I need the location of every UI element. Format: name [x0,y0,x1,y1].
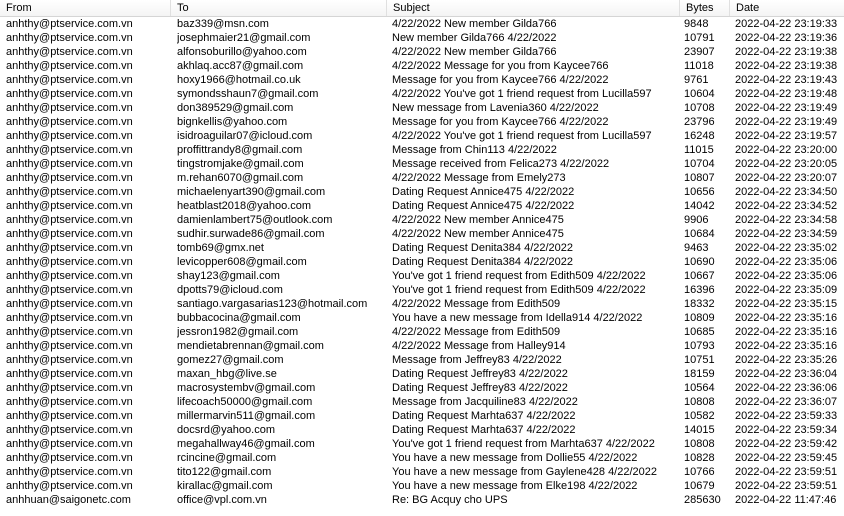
cell-from: anhthy@ptservice.com.vn [6,130,133,142]
cell-date: 2022-04-22 23:59:42 [735,438,838,450]
cell-date: 2022-04-22 23:59:33 [735,410,838,422]
cell-date: 2022-04-22 23:35:15 [735,298,838,310]
cell-date: 2022-04-22 23:20:00 [735,144,838,156]
cell-bytes: 285630 [684,494,721,506]
cell-date: 2022-04-22 23:19:38 [735,46,838,58]
cell-subject: 4/22/2022 New member Gilda766 [392,46,557,58]
cell-date: 2022-04-22 23:20:07 [735,172,838,184]
cell-bytes: 10667 [684,270,715,282]
cell-bytes: 10809 [684,312,715,324]
cell-from: anhthy@ptservice.com.vn [6,354,133,366]
table-row[interactable] [0,199,844,213]
cell-to: levicopper608@gmail.com [177,256,307,268]
table-row[interactable] [0,101,844,115]
table-row[interactable] [0,283,844,297]
cell-subject: 4/22/2022 New member Gilda766 [392,18,557,30]
cell-subject: You've got 1 friend request from Edith509 4/22/2022 [392,270,646,282]
cell-from: anhthy@ptservice.com.vn [6,18,133,30]
cell-bytes: 23907 [684,46,715,58]
cell-date: 2022-04-22 23:19:38 [735,60,838,72]
cell-subject: Dating Request Annice475 4/22/2022 [392,186,575,198]
cell-date: 2022-04-22 11:47:46 [735,494,837,506]
table-row[interactable] [0,45,844,59]
cell-date: 2022-04-22 23:19:33 [735,18,838,30]
cell-bytes: 14042 [684,200,715,212]
cell-bytes: 9906 [684,214,709,226]
cell-from: anhthy@ptservice.com.vn [6,284,133,296]
table-row[interactable] [0,493,844,507]
cell-to: isidroaguilar07@icloud.com [177,130,313,142]
cell-from: anhthy@ptservice.com.vn [6,144,133,156]
table-row[interactable] [0,143,844,157]
cell-subject: You've got 1 friend request from Marhta637 4/22/2022 [392,438,655,450]
cell-bytes: 16396 [684,284,715,296]
cell-date: 2022-04-22 23:20:05 [735,158,838,170]
cell-from: anhthy@ptservice.com.vn [6,382,133,394]
cell-to: dpotts79@icloud.com [177,284,283,296]
cell-bytes: 10808 [684,438,715,450]
column-header-date[interactable]: Date [730,0,844,16]
cell-subject: Dating Request Jeffrey83 4/22/2022 [392,368,568,380]
cell-subject: 4/22/2022 New member Annice475 [392,228,564,240]
table-row[interactable] [0,227,844,241]
cell-bytes: 11018 [684,60,714,72]
cell-to: akhlaq.acc87@gmail.com [177,60,304,72]
cell-bytes: 10685 [684,326,715,338]
cell-date: 2022-04-22 23:19:57 [735,130,838,142]
cell-date: 2022-04-22 23:19:36 [735,32,838,44]
table-row[interactable] [0,241,844,255]
cell-to: symondsshaun7@gmail.com [177,88,319,100]
cell-from: anhthy@ptservice.com.vn [6,60,133,72]
cell-to: michaelenyart390@gmail.com [177,186,326,198]
cell-date: 2022-04-22 23:34:59 [735,228,838,240]
cell-from: anhthy@ptservice.com.vn [6,46,133,58]
cell-subject: 4/22/2022 Message from Emely273 [392,172,566,184]
cell-bytes: 9848 [684,18,709,30]
cell-subject: 4/22/2022 Message from Edith509 [392,326,561,338]
cell-to: tito122@gmail.com [177,466,272,478]
cell-bytes: 10690 [684,256,715,268]
cell-from: anhthy@ptservice.com.vn [6,452,133,464]
cell-subject: Dating Request Marhta637 4/22/2022 [392,424,576,436]
cell-bytes: 10656 [684,186,715,198]
cell-to: heatblast2018@yahoo.com [177,200,312,212]
table-row[interactable] [0,213,844,227]
table-row[interactable] [0,171,844,185]
cell-from: anhthy@ptservice.com.vn [6,396,133,408]
cell-to: tomb69@gmx.net [177,242,264,254]
cell-to: bignkellis@yahoo.com [177,116,288,128]
cell-from: anhthy@ptservice.com.vn [6,298,133,310]
cell-subject: Dating Request Jeffrey83 4/22/2022 [392,382,568,394]
cell-from: anhthy@ptservice.com.vn [6,480,133,492]
table-row[interactable] [0,157,844,171]
cell-bytes: 10708 [684,102,715,114]
cell-from: anhthy@ptservice.com.vn [6,74,133,86]
table-row[interactable] [0,479,844,493]
cell-bytes: 10791 [684,32,715,44]
cell-subject: You've got 1 friend request from Edith509 4/22/2022 [392,284,646,296]
cell-bytes: 10564 [684,382,715,394]
cell-subject: Message from Chin113 4/22/2022 [392,144,557,156]
cell-subject: Dating Request Denita384 4/22/2022 [392,242,574,254]
cell-subject: Dating Request Annice475 4/22/2022 [392,200,575,212]
cell-date: 2022-04-22 23:35:16 [735,312,838,324]
cell-subject: You have a new message from Dollie55 4/22/2022 [392,452,638,464]
cell-to: millermarvin511@gmail.com [177,410,316,422]
column-header-to[interactable]: To [171,0,387,16]
cell-subject: 4/22/2022 Message from Edith509 [392,298,561,310]
column-header-from[interactable]: From [0,0,171,16]
cell-to: josephmaier21@gmail.com [177,32,311,44]
cell-date: 2022-04-22 23:35:09 [735,284,838,296]
table-row[interactable] [0,367,844,381]
cell-to: baz339@msn.com [177,18,269,30]
cell-from: anhthy@ptservice.com.vn [6,466,133,478]
cell-bytes: 10684 [684,228,715,240]
table-row[interactable] [0,129,844,143]
column-header-bytes[interactable]: Bytes [680,0,730,16]
cell-from: anhthy@ptservice.com.vn [6,312,133,324]
cell-date: 2022-04-22 23:19:49 [735,116,838,128]
cell-to: shay123@gmail.com [177,270,280,282]
cell-to: rcincine@gmail.com [177,452,277,464]
cell-from: anhthy@ptservice.com.vn [6,88,133,100]
cell-from: anhthy@ptservice.com.vn [6,438,133,450]
column-header-bar [0,0,844,17]
cell-date: 2022-04-22 23:36:07 [735,396,838,408]
cell-date: 2022-04-22 23:35:16 [735,326,838,338]
cell-subject: Message from Jeffrey83 4/22/2022 [392,354,562,366]
cell-bytes: 10582 [684,410,715,422]
cell-date: 2022-04-22 23:19:48 [735,88,838,100]
cell-date: 2022-04-22 23:19:43 [735,74,838,86]
cell-from: anhthy@ptservice.com.vn [6,186,133,198]
table-row[interactable] [0,17,844,31]
cell-date: 2022-04-22 23:35:26 [735,354,838,366]
cell-subject: New member Gilda766 4/22/2022 [392,32,557,44]
column-header-subject[interactable]: Subject [387,0,680,16]
cell-date: 2022-04-22 23:59:45 [735,452,838,464]
table-row[interactable] [0,185,844,199]
cell-from: anhthy@ptservice.com.vn [6,158,133,170]
cell-bytes: 10808 [684,396,715,408]
cell-date: 2022-04-22 23:35:06 [735,270,838,282]
cell-to: jessron1982@gmail.com [177,326,299,338]
table-row-partial[interactable] [0,508,844,516]
cell-to: m.rehan6070@gmail.com [177,172,304,184]
cell-subject: 4/22/2022 New member Annice475 [392,214,564,226]
cell-from: anhhuan@saigonetc.com [6,494,131,506]
cell-subject: 4/22/2022 Message for you from Kaycee766 [392,60,609,72]
cell-to: don389529@gmail.com [177,102,294,114]
cell-subject: Message for you from Kaycee766 4/22/2022 [392,74,609,86]
cell-from: anhthy@ptservice.com.vn [6,102,133,114]
cell-from: anhthy@ptservice.com.vn [6,340,133,352]
cell-date: 2022-04-22 23:34:52 [735,200,838,212]
table-row[interactable] [0,115,844,129]
cell-from: anhthy@ptservice.com.vn [6,172,133,184]
table-row[interactable] [0,31,844,45]
cell-subject: Dating Request Denita384 4/22/2022 [392,256,574,268]
cell-date: 2022-04-22 23:35:06 [735,256,838,268]
cell-to: santiago.vargasarias123@hotmail.com [177,298,368,310]
cell-to: lifecoach50000@gmail.com [177,396,313,408]
cell-subject: Message received from Felica273 4/22/2022 [392,158,610,170]
cell-subject: Message from Jacquiline83 4/22/2022 [392,396,578,408]
cell-bytes: 10704 [684,158,715,170]
cell-to: office@vpl.com.vn [177,494,267,506]
cell-to: alfonsoburillo@yahoo.com [177,46,307,58]
cell-date: 2022-04-22 23:36:06 [735,382,838,394]
table-row[interactable] [0,325,844,339]
cell-subject: Message for you from Kaycee766 4/22/2022 [392,116,609,128]
cell-to: tingstromjake@gmail.com [177,158,304,170]
cell-subject: 4/22/2022 Message from Halley914 [392,340,566,352]
cell-date: 2022-04-22 23:35:02 [735,242,838,254]
cell-to: proffittrandy8@gmail.com [177,144,303,156]
cell-date: 2022-04-22 23:35:16 [735,340,838,352]
cell-bytes: 10679 [684,480,715,492]
cell-subject: New message from Lavenia360 4/22/2022 [392,102,599,114]
cell-subject: Dating Request Marhta637 4/22/2022 [392,410,576,422]
table-row[interactable] [0,73,844,87]
cell-to: damienlambert75@outlook.com [177,214,333,226]
cell-bytes: 18332 [684,298,715,310]
cell-bytes: 16248 [684,130,715,142]
message-list [0,17,844,507]
cell-bytes: 10793 [684,340,715,352]
cell-bytes: 11015 [684,144,714,156]
cell-subject: You have a new message from Elke198 4/22/2022 [392,480,638,492]
cell-bytes: 9761 [684,74,709,86]
table-row[interactable] [0,451,844,465]
cell-bytes: 23796 [684,116,715,128]
table-row[interactable] [0,437,844,451]
table-row[interactable] [0,311,844,325]
cell-date: 2022-04-22 23:34:50 [735,186,838,198]
table-row[interactable] [0,269,844,283]
cell-bytes: 9463 [684,242,709,254]
cell-to: sudhir.surwade86@gmail.com [177,228,325,240]
cell-from: anhthy@ptservice.com.vn [6,214,133,226]
table-row[interactable] [0,395,844,409]
cell-bytes: 10604 [684,88,715,100]
cell-to: maxan_hbg@live.se [177,368,277,380]
cell-date: 2022-04-22 23:59:51 [735,480,838,492]
cell-date: 2022-04-22 23:34:58 [735,214,838,226]
cell-subject: Re: BG Acquy cho UPS [392,494,508,506]
cell-from: anhthy@ptservice.com.vn [6,368,133,380]
table-row[interactable] [0,381,844,395]
cell-from: anhthy@ptservice.com.vn [6,32,133,44]
cell-bytes: 14015 [684,424,715,436]
cell-from: anhthy@ptservice.com.vn [6,116,133,128]
table-row[interactable] [0,255,844,269]
cell-date: 2022-04-22 23:19:49 [735,102,838,114]
cell-bytes: 10751 [684,354,715,366]
cell-subject: You have a new message from Idella914 4/22/2022 [392,312,643,324]
cell-date: 2022-04-22 23:59:34 [735,424,838,436]
table-row[interactable] [0,59,844,73]
cell-from: anhthy@ptservice.com.vn [6,228,133,240]
cell-to: kirallac@gmail.com [177,480,273,492]
cell-date: 2022-04-22 23:59:51 [735,466,838,478]
cell-to: mendietabrennan@gmail.com [177,340,324,352]
cell-date: 2022-04-22 23:36:04 [735,368,838,380]
cell-subject: 4/22/2022 You've got 1 friend request from Lucilla597 [392,88,652,100]
table-row[interactable] [0,87,844,101]
cell-from: anhthy@ptservice.com.vn [6,410,133,422]
cell-to: hoxy1966@hotmail.co.uk [177,74,301,86]
cell-from: anhthy@ptservice.com.vn [6,270,133,282]
cell-bytes: 10807 [684,172,715,184]
table-row[interactable] [0,409,844,423]
cell-bytes: 10766 [684,466,715,478]
cell-subject: You have a new message from Gaylene428 4/22/2022 [392,466,657,478]
cell-to: gomez27@gmail.com [177,354,284,366]
cell-to: macrosystembv@gmail.com [177,382,316,394]
cell-from: anhthy@ptservice.com.vn [6,242,133,254]
cell-to: bubbacocina@gmail.com [177,312,301,324]
cell-to: megahallway46@gmail.com [177,438,315,450]
cell-from: anhthy@ptservice.com.vn [6,424,133,436]
cell-from: anhthy@ptservice.com.vn [6,256,133,268]
table-row[interactable] [0,423,844,437]
cell-from: anhthy@ptservice.com.vn [6,326,133,338]
cell-from: anhthy@ptservice.com.vn [6,200,133,212]
table-row[interactable] [0,297,844,311]
table-row[interactable] [0,339,844,353]
table-row[interactable] [0,465,844,479]
cell-subject: 4/22/2022 You've got 1 friend request from Lucilla597 [392,130,652,142]
table-row[interactable] [0,353,844,367]
cell-bytes: 18159 [684,368,715,380]
cell-to: docsrd@yahoo.com [177,424,275,436]
cell-bytes: 10828 [684,452,715,464]
